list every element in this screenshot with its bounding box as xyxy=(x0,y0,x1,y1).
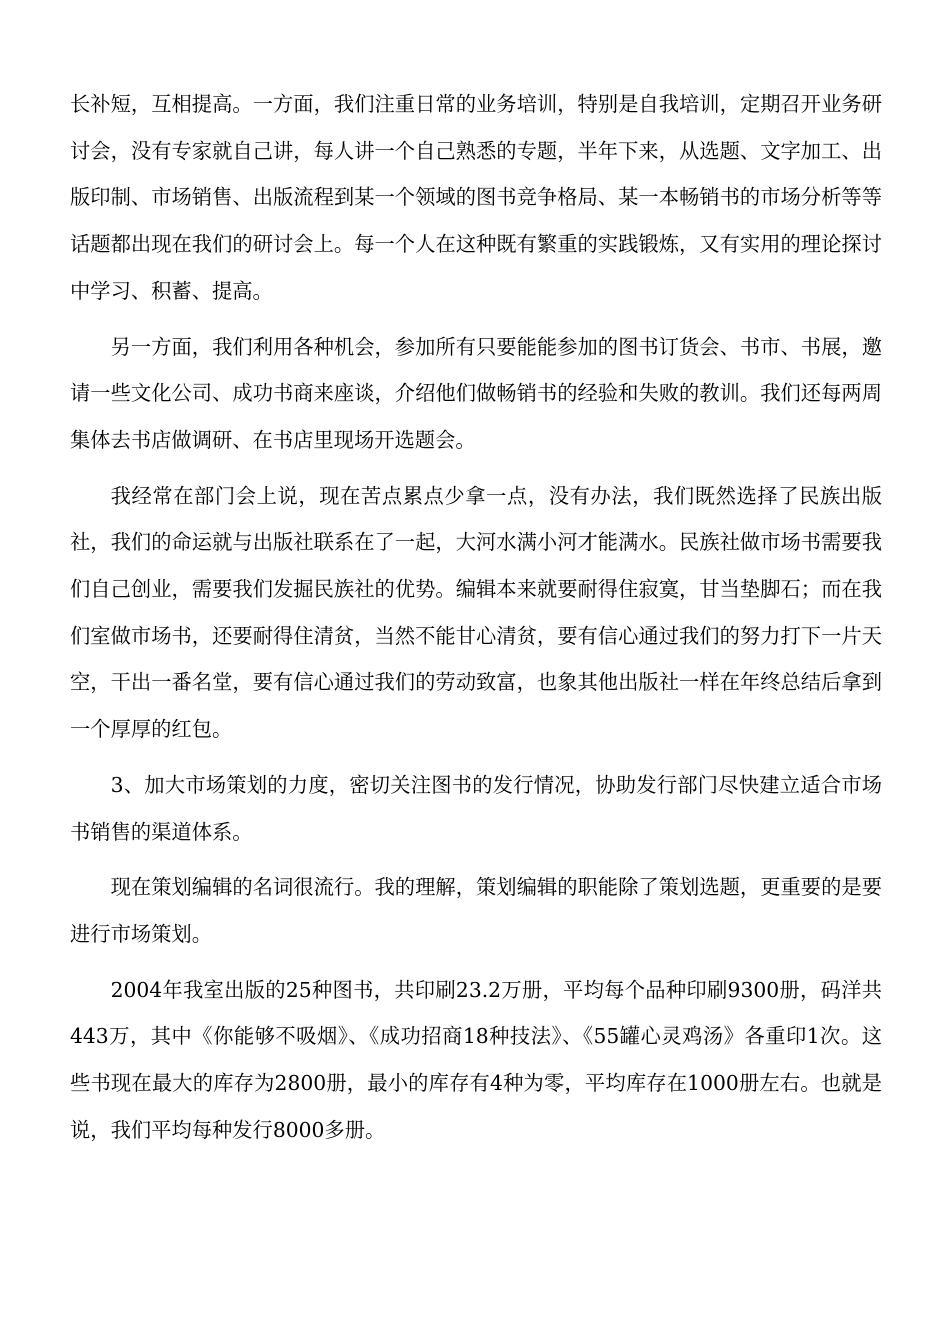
paragraph-2004-statistics: 2004年我室出版的25种图书，共印刷23.2万册，平均每个品种印刷9300册，码洋共443万，其中《你能够不吸烟》、《成功招商18种技法》、《55罐心灵鸡汤》各重印1次。这些书现在最大的库存为2800册，最小的库存有4种为零，平均库存在1000册左右。也就是说，我们平均每种发行8000多册。 xyxy=(70,977,882,1142)
paragraph-item-3-heading: 3、加大市场策划的力度，密切关注图书的发行情况，协助发行部门尽快建立适合市场书销售的渠道体系。 xyxy=(70,772,882,844)
paragraph-training: 另一方面，我们利用各种机会，参加所有只要能能参加的图书订货会、书市、书展，邀请一些文化公司、成功书商来座谈，介绍他们做畅销书的经验和失败的教训。我们还每两周集体去书店做调研、在书店里现场开选题会。 xyxy=(70,334,882,452)
paragraph-planning-editor: 现在策划编辑的名词很流行。我的理解，策划编辑的职能除了策划选题，更重要的是要进行市场策划。 xyxy=(70,875,882,946)
document-body xyxy=(70,81,882,1162)
paragraph-continued: 长补短，互相提高。一方面，我们注重日常的业务培训，特别是自我培训，定期召开业务研讨会，没有专家就自己讲，每人讲一个自己熟悉的专题，半年下来，从选题、文字加工、出版印制、市场销售、出版流程到某一个领域的图书竞争格局、某一本畅销书的市场分析等等话题都出现在我们的研讨会上。每一个人在这种既有繁重的实践锻炼，又有实用的理论探讨中学习、积蓄、提高。 xyxy=(70,92,882,303)
paragraph-department-meeting: 我经常在部门会上说，现在苦点累点少拿一点，没有办法，我们既然选择了民族出版社，我们的命运就与出版社联系在了一起，大河水满小河才能满水。民族社做市场书需要我们自己创业，需要我们发掘民族社的优势。编辑本来就要耐得住寂寞，甘当垫脚石；而在我们室做市场书，还要耐得住清贫，当然不能甘心清贫，要有信心通过我们的努力打下一片天空，干出一番名堂，要有信心通过我们的劳动致富，也象其他出版社一样在年终总结后拿到一个厚厚的红包。 xyxy=(70,483,882,742)
